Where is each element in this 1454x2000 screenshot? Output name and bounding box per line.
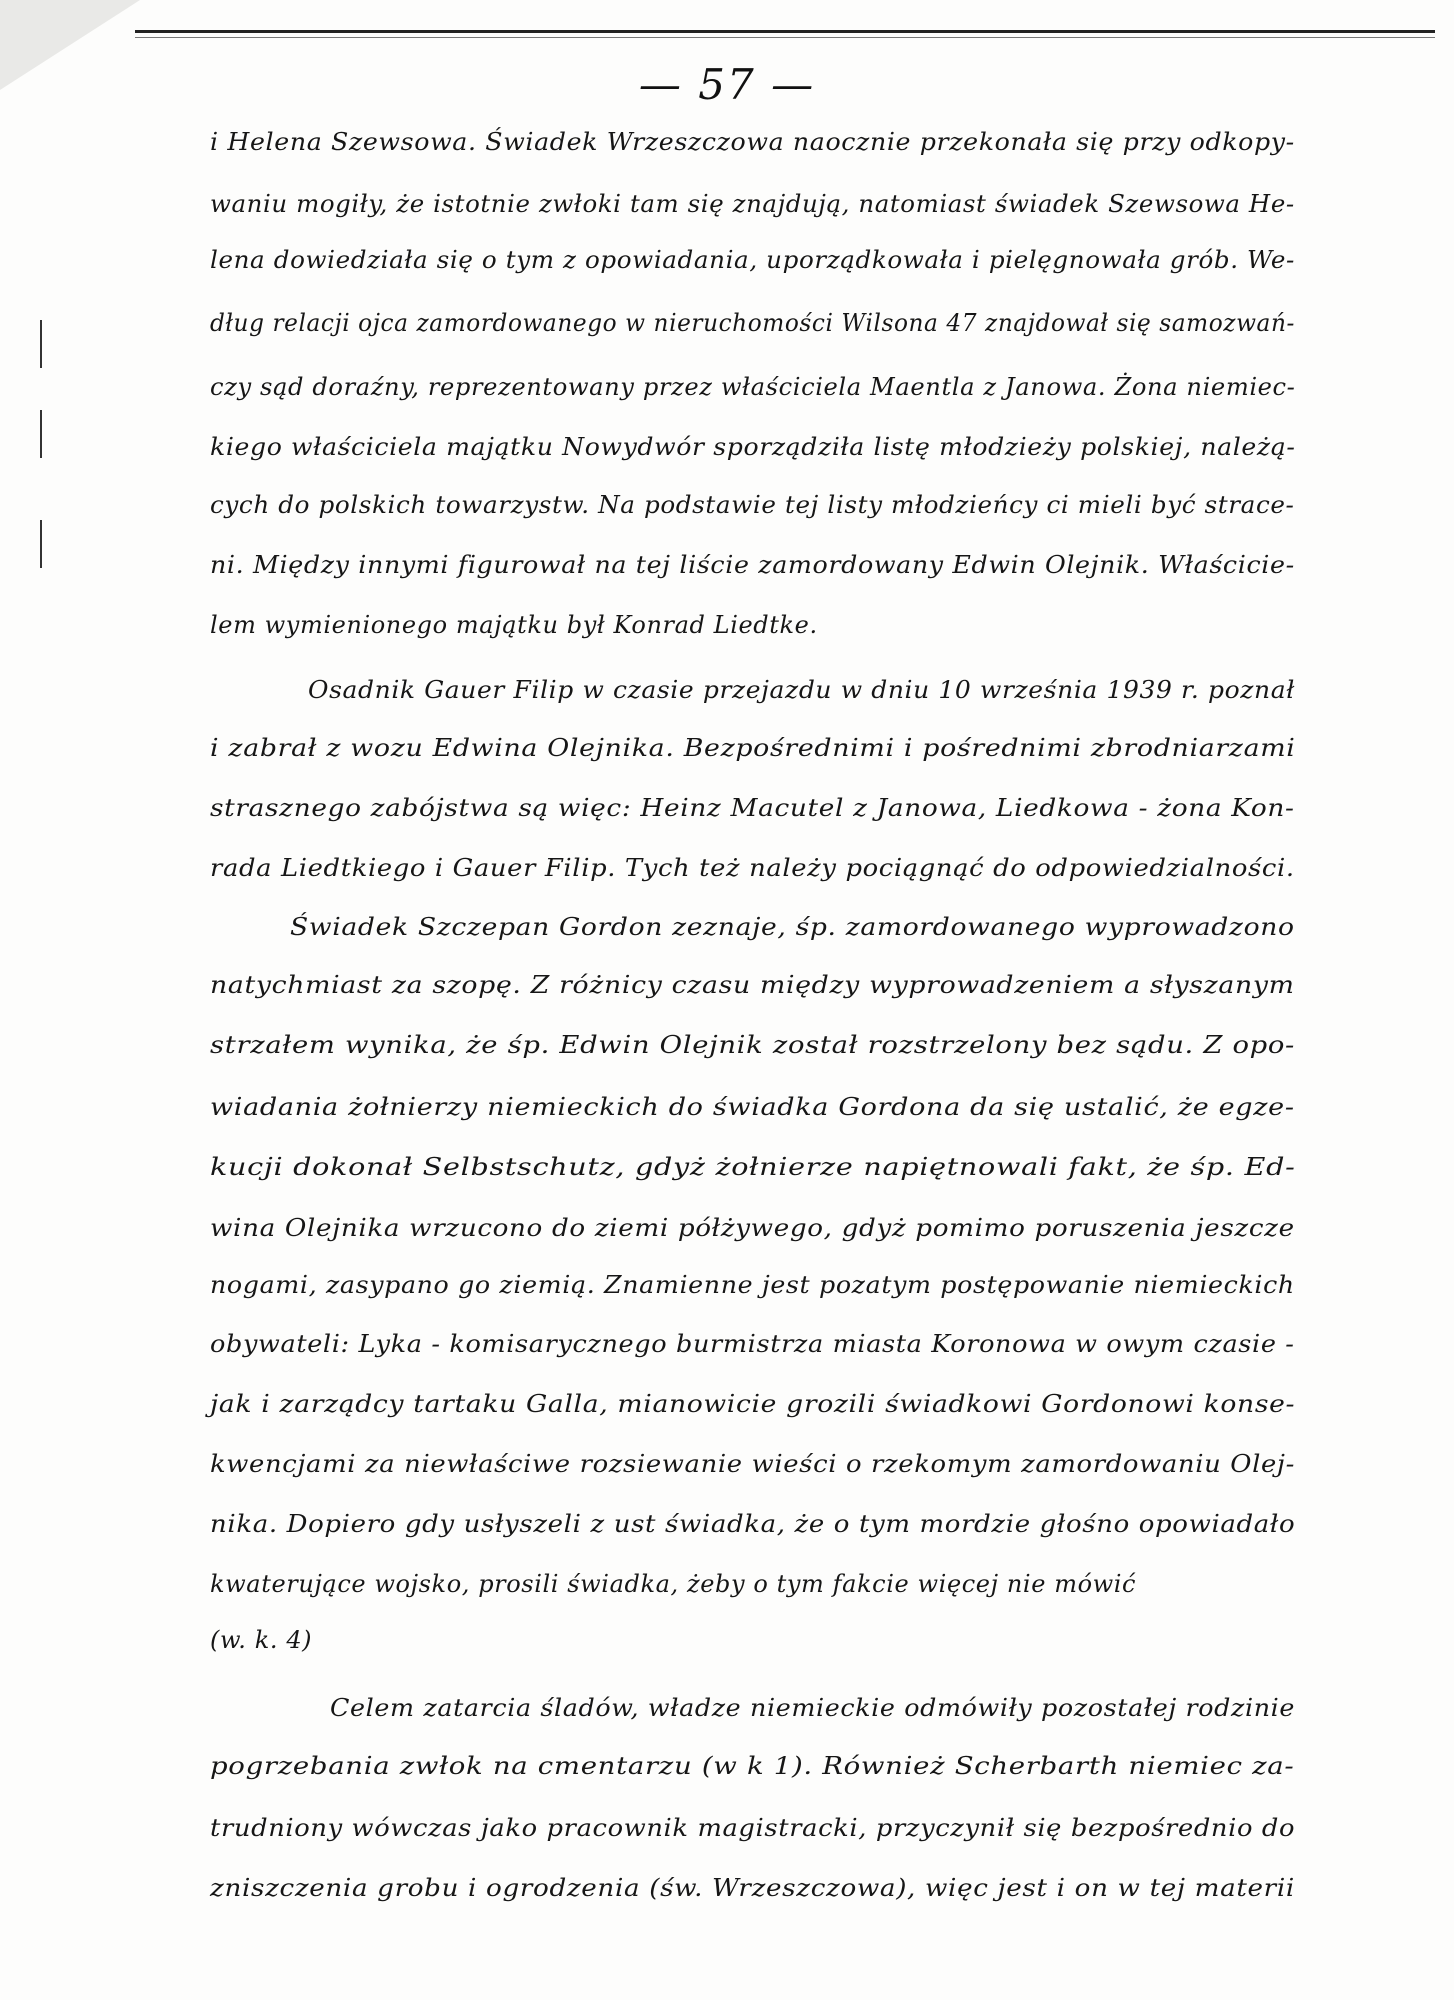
text-line: jak i zarządcy tartaku Galla, mianowicie grozili świadkowi Gordonowi konse-	[210, 1390, 1296, 1418]
text-line: wina Olejnika wrzucono do ziemi półżywego, gdyż pomimo poruszenia jeszcze	[210, 1214, 1295, 1242]
text-line: rada Liedtkiego i Gauer Filip. Tych też należy pociągnąć do odpowiedzialności.	[210, 854, 1295, 882]
text-line: ni. Między innymi figurował na tej liście zamordowany Edwin Olejnik. Właścicie-	[210, 551, 1295, 579]
top-rule-thin	[135, 37, 1435, 38]
text-line: waniu mogiły, że istotnie zwłoki tam się znajdują, natomiast świadek Szewsowa He-	[210, 190, 1295, 218]
text-line: i Helena Szewsowa. Świadek Wrzeszczowa naocznie przekonała się przy odkopy-	[210, 128, 1295, 156]
binding-hole-mark	[40, 520, 42, 568]
text-line: lena dowiedziała się o tym z opowiadania, uporządkowała i pielęgnowała grób. We-	[210, 246, 1295, 274]
text-line: czy sąd doraźny, reprezentowany przez właściciela Maentla z Janowa. Żona niemiec-	[210, 373, 1296, 401]
text-line: strzałem wynika, że śp. Edwin Olejnik został rozstrzelony bez sądu. Z opo-	[210, 1031, 1296, 1059]
binding-hole-mark	[40, 320, 42, 368]
text-line: kwencjami za niewłaściwe rozsiewanie wieści o rzekomym zamordowaniu Olej-	[210, 1450, 1295, 1478]
text-line: dług relacji ojca zamordowanego w nieruchomości Wilsona 47 znajdował się samozwań-	[210, 309, 1295, 337]
text-line: Osadnik Gauer Filip w czasie przejazdu w dniu 10 września 1939 r. poznał	[308, 676, 1295, 704]
text-line: lem wymienionego majątku był Konrad Liedtke.	[210, 611, 818, 639]
text-line: nika. Dopiero gdy usłyszeli z ust świadka, że o tym mordzie głośno opowiadało	[210, 1510, 1296, 1538]
text-line: kucji dokonał Selbstschutz, gdyż żołnierze napiętnowali fakt, że śp. Ed-	[210, 1153, 1296, 1181]
text-line: i zabrał z wozu Edwina Olejnika. Bezpośrednimi i pośrednimi zbrodniarzami	[210, 734, 1296, 762]
binding-hole-mark	[40, 410, 42, 458]
text-line: kwaterujące wojsko, prosili świadka, żeby o tym fakcie więcej nie mówić	[210, 1570, 1137, 1598]
text-line: natychmiast za szopę. Z różnicy czasu między wyprowadzeniem a słyszanym	[210, 971, 1295, 999]
text-line: kiego właściciela majątku Nowydwór sporządziła listę młodzieży polskiej, należą-	[210, 433, 1296, 461]
page-number: — 57 —	[638, 60, 816, 109]
text-line: strasznego zabójstwa są więc: Heinz Macutel z Janowa, Liedkowa - żona Kon-	[210, 794, 1295, 822]
text-line: Świadek Szczepan Gordon zeznaje, śp. zamordowanego wyprowadzono	[290, 913, 1295, 941]
text-line: (w. k. 4)	[210, 1626, 313, 1654]
text-line: pogrzebania zwłok na cmentarzu (w k 1). Również Scherbarth niemiec za-	[210, 1752, 1295, 1780]
text-line: zniszczenia grobu i ogrodzenia (św. Wrzeszczowa), więc jest i on w tej materii	[210, 1874, 1295, 1902]
text-line: cych do polskich towarzystw. Na podstawie tej listy młodzieńcy ci mieli być strace-	[210, 491, 1295, 519]
text-line: nogami, zasypano go ziemią. Znamienne jest pozatym postępowanie niemieckich	[210, 1271, 1295, 1299]
text-line: trudniony wówczas jako pracownik magistracki, przyczynił się bezpośrednio do	[210, 1814, 1296, 1842]
text-line: Celem zatarcia śladów, władze niemieckie odmówiły pozostałej rodzinie	[330, 1694, 1296, 1722]
text-line: obywateli: Lyka - komisarycznego burmistrza miasta Koronowa w owym czasie -	[210, 1330, 1295, 1358]
text-line: wiadania żołnierzy niemieckich do świadka Gordona da się ustalić, że egze-	[210, 1093, 1295, 1121]
top-rule	[135, 30, 1435, 33]
